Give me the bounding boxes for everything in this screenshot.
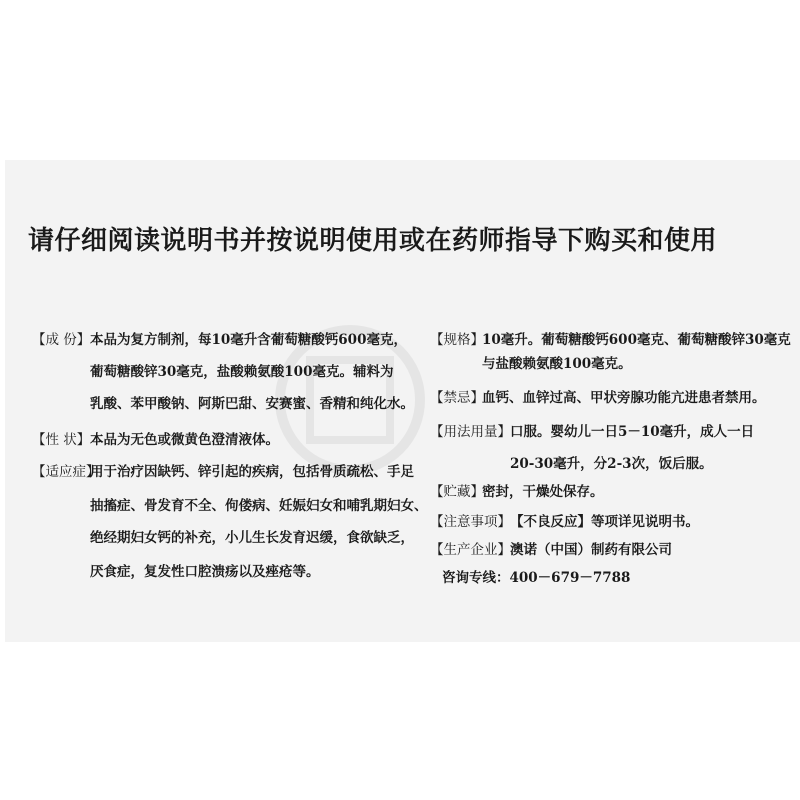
- manufacturer-label: 【生产企业】: [430, 542, 511, 558]
- spec-text-1: 10毫升。葡萄糖酸钙600毫克、葡萄糖酸锌30毫克: [482, 332, 791, 348]
- usage-label: 【用法用量】: [430, 424, 511, 440]
- hotline-text: 咨询专线：400－679－7788: [442, 570, 631, 586]
- properties-text: 本品为无色或微黄色澄清液体。: [90, 432, 279, 448]
- ingredients-text-2: 葡萄糖酸锌30毫克，盐酸赖氨酸100毫克。辅料为: [90, 364, 394, 380]
- indications-text-3: 绝经期妇女钙的补充，小儿生长发育迟缓，食欲缺乏，: [90, 530, 414, 546]
- ingredients-text-3: 乳酸、苯甲酸钠、阿斯巴甜、安赛蜜、香精和纯化水。: [90, 396, 414, 412]
- contraindications-text: 血钙、血锌过高、甲状旁腺功能亢进患者禁用。: [482, 390, 766, 406]
- storage-text: 密封，干燥处保存。: [482, 484, 604, 500]
- storage-label: 【贮藏】: [430, 484, 484, 500]
- indications-text-1: 用于治疗因缺钙、锌引起的疾病，包括骨质疏松、手足: [90, 464, 414, 480]
- indications-text-4: 厌食症，复发性口腔溃疡以及痤疮等。: [90, 564, 320, 580]
- usage-text-1: 口服。婴幼儿一日5－10毫升，成人一日: [510, 424, 755, 440]
- spec-label: 【规格】: [430, 332, 484, 348]
- usage-text-2: 20-30毫升，分2-3次，饭后服。: [510, 456, 713, 472]
- ingredients-label: 【成 份】: [32, 332, 91, 348]
- page-headline: 请仔细阅读说明书并按说明使用或在药师指导下购买和使用: [28, 226, 718, 256]
- spec-text-2: 与盐酸赖氨酸100毫克。: [482, 356, 632, 372]
- properties-label: 【性 状】: [32, 432, 91, 448]
- precautions-text: 【不良反应】等项详见说明书。: [510, 514, 699, 530]
- indications-text-2: 抽搐症、骨发育不全、佝偻病、妊娠妇女和哺乳期妇女、: [90, 498, 428, 514]
- manufacturer-text: 澳诺（中国）制药有限公司: [510, 542, 672, 558]
- ingredients-text-1: 本品为复方制剂，每10毫升含葡萄糖酸钙600毫克，: [90, 332, 407, 348]
- contraindications-label: 【禁忌】: [430, 390, 484, 406]
- indications-label: 【适应症】: [32, 464, 100, 480]
- precautions-label: 【注意事项】: [430, 514, 511, 530]
